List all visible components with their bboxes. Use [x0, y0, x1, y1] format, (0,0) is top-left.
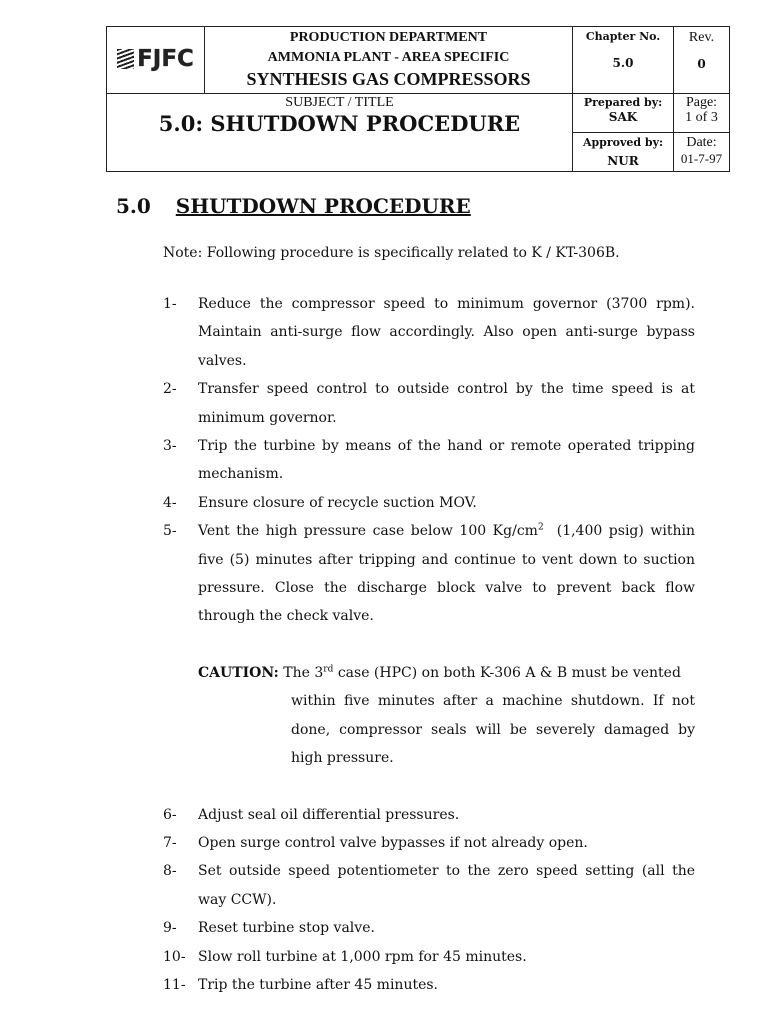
step-number: 2-	[163, 381, 177, 398]
step-text: Adjust seal oil differential pressures.	[198, 806, 460, 823]
logo-text: FJFC	[137, 46, 194, 72]
date-label: Date:	[686, 135, 717, 150]
step-number: 5-	[163, 523, 177, 540]
procedure-step	[163, 517, 700, 631]
procedure-steps	[163, 290, 700, 999]
step-number: 1-	[163, 296, 177, 312]
document-header-table	[106, 26, 730, 172]
company-logo	[117, 46, 194, 72]
step-text: Slow roll turbine at 1,000 rpm for 45 minutes.	[198, 948, 527, 965]
prepared-cell	[573, 94, 674, 133]
caution-text-part: The 3	[278, 664, 324, 681]
procedure-step	[163, 943, 695, 971]
step-text: Open surge control valve bypasses if not already open.	[198, 834, 588, 851]
approved-label: Approved by:	[582, 136, 664, 149]
procedure-step	[163, 971, 695, 999]
procedure-step	[163, 290, 695, 375]
section-heading	[116, 194, 471, 218]
date-value: 01-7-97	[680, 151, 723, 166]
step-text: Set outside speed potentiometer to the zero speed setting (all the way CCW).	[198, 863, 695, 908]
superscript: 2	[537, 522, 544, 533]
caution-text-part: case (HPC) on both K-306 A & B must be vented	[333, 664, 681, 681]
revision-cell	[674, 27, 730, 94]
approved-value: NUR	[607, 154, 639, 168]
step-text: Trip the turbine by means of the hand or remote operated tripping mechanism.	[198, 438, 695, 483]
step-number: 10-	[163, 948, 186, 965]
approved-cell	[573, 133, 674, 172]
step-text	[198, 517, 700, 631]
procedure-step	[163, 857, 695, 914]
page-value: 1 of 3	[685, 110, 718, 125]
procedure-step	[163, 829, 695, 857]
step-number: 8-	[163, 863, 177, 880]
step-text: Reset turbine stop valve.	[198, 920, 375, 937]
step-text-part: Vent the high pressure case below 100 Kg/cm	[198, 523, 538, 540]
chapter-cell	[573, 27, 674, 94]
step-text-part: (1,400 psig) within five (5) minutes after tripping and continue to vent down to suction pressure. Close the discharge block valve to prevent back flow through the check valve.	[198, 523, 700, 625]
step-text: Reduce the compressor speed to minimum governor (3700 rpm). Maintain anti-surge flow accordingly. Also open anti-surge bypass valves.	[198, 296, 695, 369]
caution-block	[198, 659, 695, 773]
section-title: SHUTDOWN PROCEDURE	[175, 194, 471, 218]
step-number: 6-	[163, 806, 177, 823]
procedure-step	[163, 914, 695, 942]
procedure-note: Note: Following procedure is specifically related to K / KT-306B.	[163, 245, 620, 261]
step-number: 9-	[163, 920, 177, 937]
step-number: 7-	[163, 834, 177, 851]
date-cell	[674, 133, 730, 172]
logo-cell	[107, 27, 205, 94]
chapter-label: Chapter No.	[585, 30, 661, 43]
caution-text-continued: within five minutes after a machine shutdown. If not done, compressor seals will be severely damaged by high pressure.	[291, 693, 695, 767]
chapter-value: 5.0	[612, 56, 634, 70]
procedure-step	[163, 375, 695, 432]
step-text: Trip the turbine after 45 minutes.	[198, 976, 439, 993]
procedure-step	[163, 489, 695, 517]
caution-label: CAUTION:	[198, 664, 279, 681]
superscript: rd	[323, 664, 334, 675]
step-number: 3-	[163, 438, 177, 455]
revision-value: 0	[697, 57, 706, 71]
step-text: Transfer speed control to outside control by the time speed is at minimum governor.	[198, 381, 695, 426]
prepared-label: Prepared by:	[583, 96, 663, 109]
department-name: PRODUCTION DEPARTMENT	[289, 30, 488, 45]
page-label: Page:	[685, 95, 718, 110]
logo-stripes-icon	[117, 49, 134, 69]
plant-area: AMMONIA PLANT - AREA SPECIFIC	[267, 50, 510, 65]
subject-title: 5.0: SHUTDOWN PROCEDURE	[158, 111, 521, 136]
equipment-title: SYNTHESIS GAS COMPRESSORS	[246, 69, 531, 89]
subject-cell	[107, 94, 573, 172]
procedure-step	[163, 801, 695, 829]
subject-label: SUBJECT / TITLE	[285, 95, 394, 110]
step-text: Ensure closure of recycle suction MOV.	[198, 494, 477, 511]
step-number: 4-	[163, 494, 177, 511]
step-number: 11-	[163, 976, 186, 993]
revision-label: Rev.	[688, 30, 715, 45]
prepared-value: SAK	[608, 110, 638, 124]
section-number: 5.0	[116, 194, 151, 218]
page-cell	[674, 94, 730, 133]
procedure-step	[163, 432, 695, 489]
department-cell	[205, 27, 573, 94]
